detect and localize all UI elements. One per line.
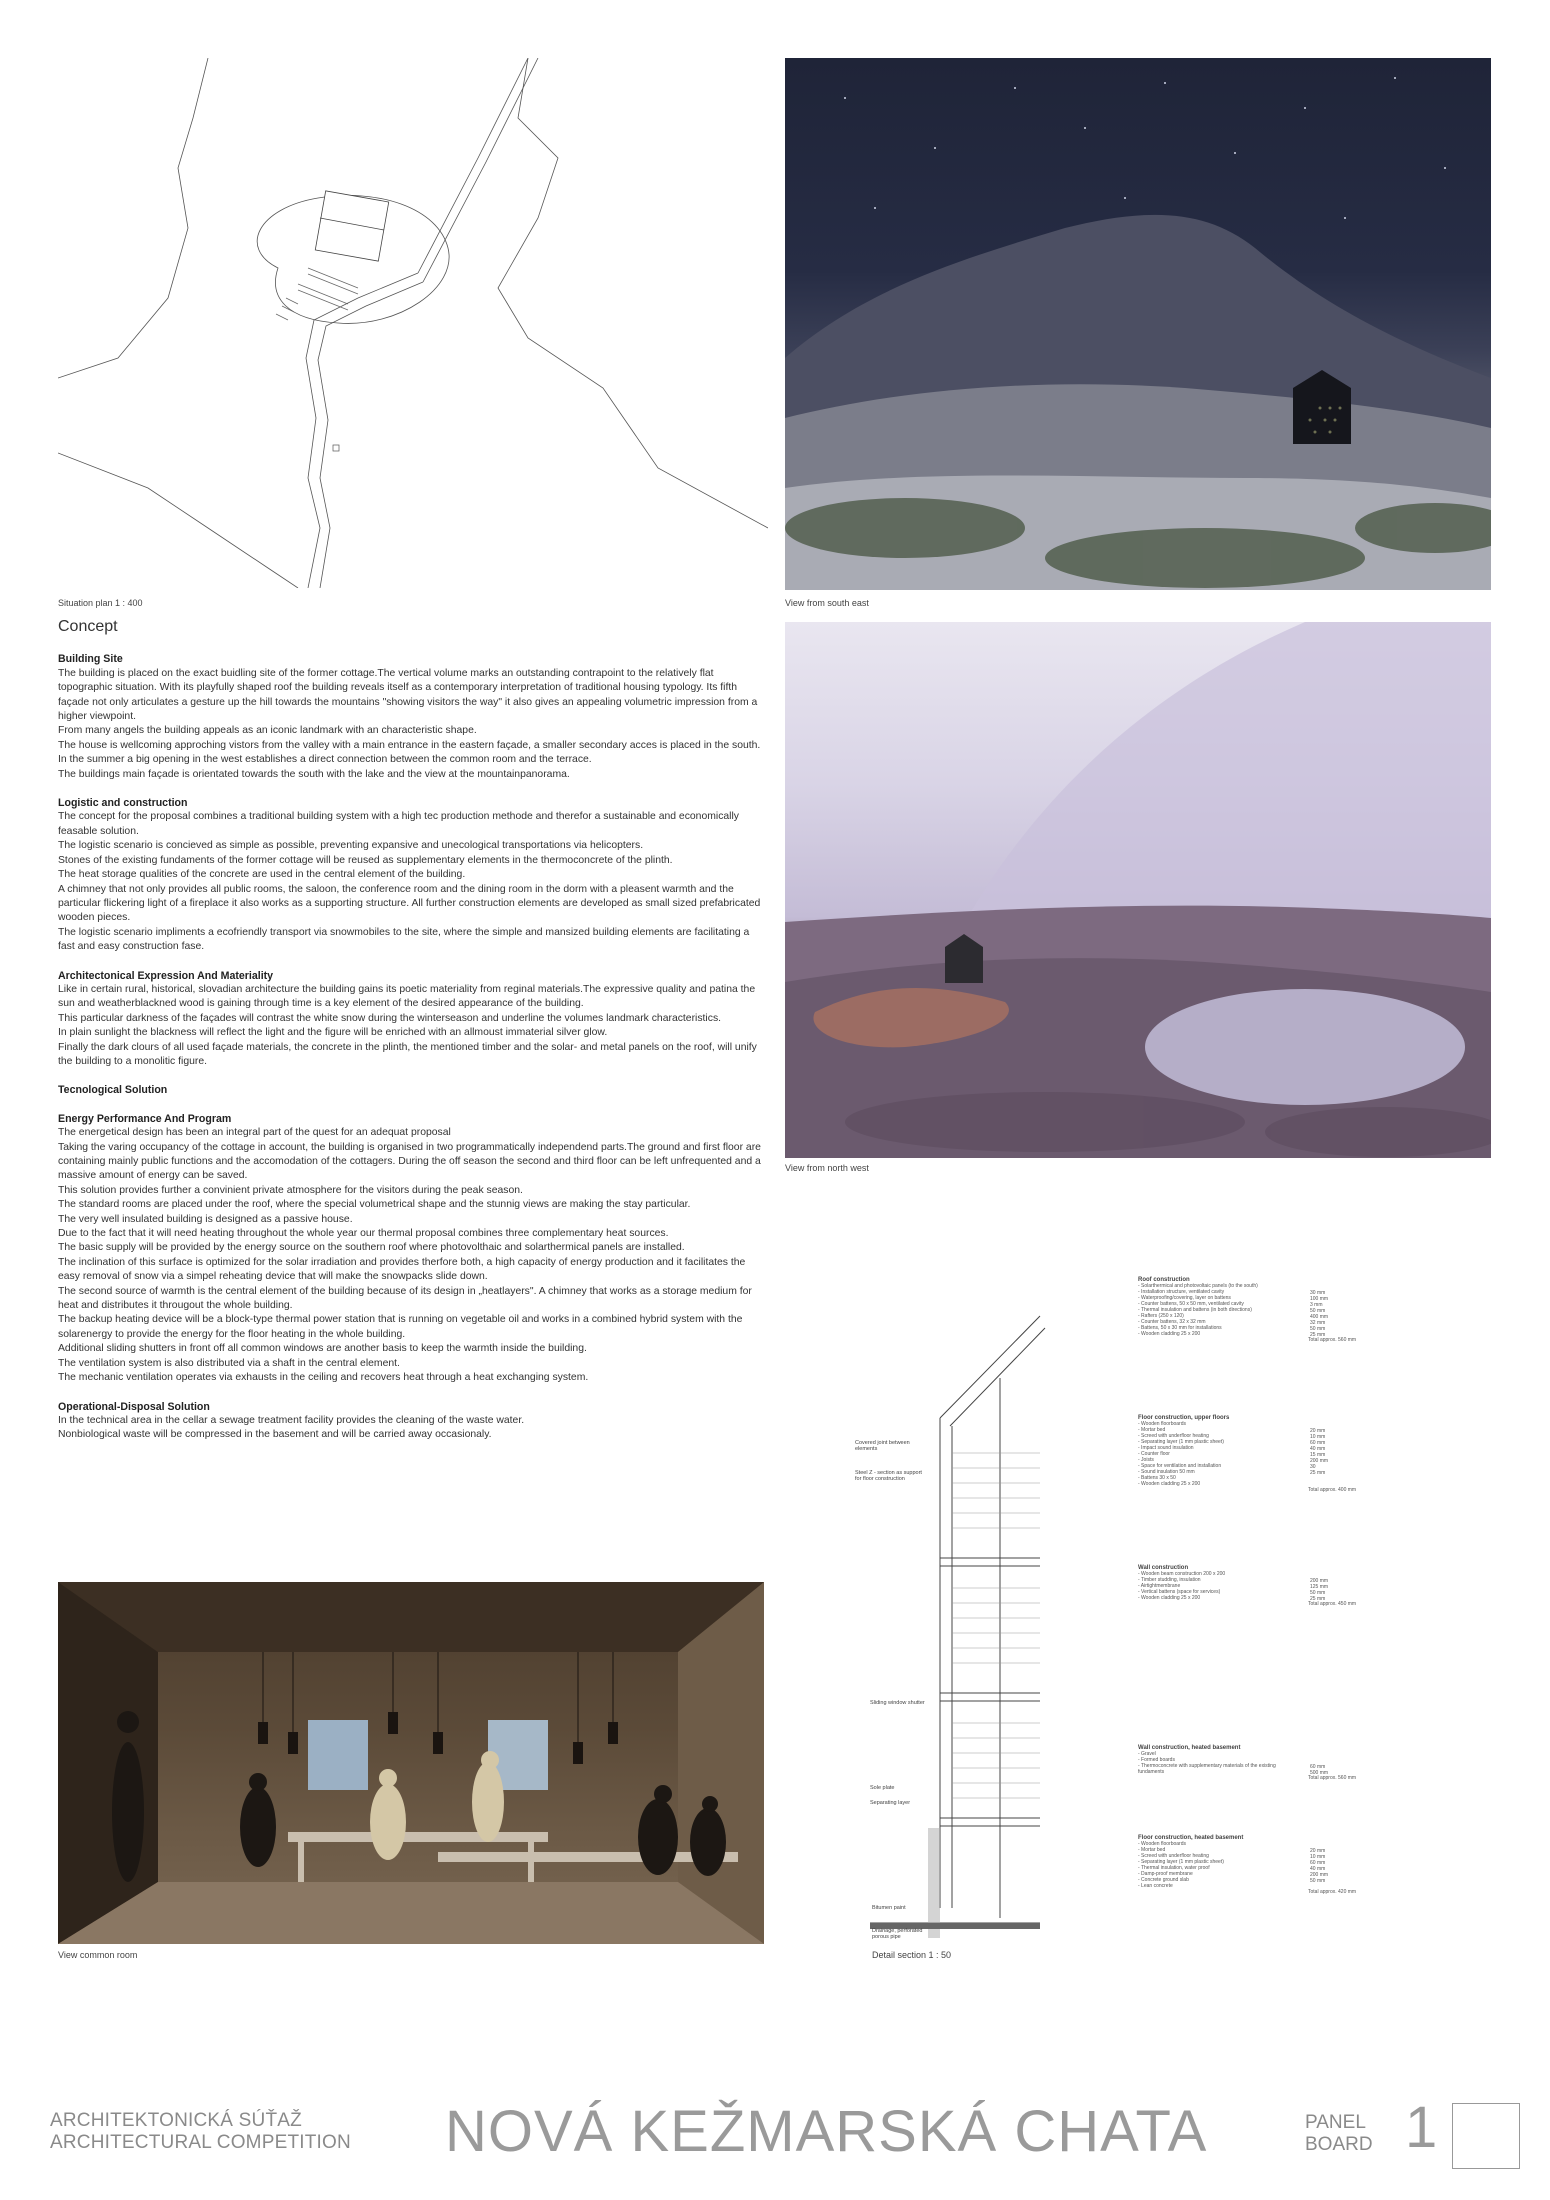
section-heading-logistic: Logistic and construction (58, 797, 188, 810)
spec-line: - Wooden cladding 25 x 200 (1138, 1595, 1201, 1601)
spec-line: - Screed with underfloor heating (1138, 1433, 1209, 1439)
section-heading-building-site: Building Site (58, 653, 123, 666)
annotation-sole-plate: Sole plate (870, 1785, 895, 1791)
spec-line: - Concrete ground slab (1138, 1877, 1189, 1883)
window-left (308, 1720, 368, 1790)
spec-value: 30 mm (1310, 1290, 1326, 1296)
footer-competition (50, 2110, 351, 2154)
annotation-bitumen-paint: Bitumen paint (872, 1905, 906, 1911)
spec-total: Total approx. 450 mm (1308, 1601, 1357, 1607)
spec-floor-basement-values (1310, 1848, 1370, 1884)
photo-view-common-room (58, 1582, 764, 1944)
paragraph: The concept for the proposal combines a traditional building system with a high tec production methode and therefor a sustainable and economically feasable solution. (58, 811, 739, 837)
photo-view-south-east (785, 58, 1491, 590)
annotation-steel-z: Steel Z - section as support for floor construction (855, 1470, 922, 1482)
spec-total: Total approx. 400 mm (1308, 1487, 1357, 1493)
spec-value: 20 mm (1310, 1848, 1326, 1854)
paragraph: The ventilation system is also distributed via a shaft in the central element. (58, 1357, 400, 1369)
paragraph: Nonbiological waste will be compressed in the basement and will be carried away occasionaly. (58, 1429, 492, 1441)
spec-value: 400 mm (1310, 1314, 1329, 1320)
spec-title: Roof construction (1138, 1277, 1190, 1283)
photo-north-west-caption: View from north west (785, 1163, 869, 1173)
cottage-silhouette-nw (945, 947, 983, 983)
spec-line: - Screed with underfloor heating (1138, 1853, 1209, 1859)
spec-line: - Airtightmembrane (1138, 1583, 1181, 1589)
spec-value: 10 mm (1310, 1854, 1326, 1860)
spec-line: - Sound insulation 50 mm (1138, 1469, 1195, 1475)
spec-total: Total approx. 560 mm (1308, 1775, 1357, 1781)
paragraph: Additional sliding shutters in front off all common windows are another basis to keep the warmth inside the building. (58, 1343, 587, 1355)
spec-total: Total approx. 560 mm (1308, 1337, 1357, 1343)
paragraph: Due to the fact that it will need heating throughout the whole year our thermal proposal combines three complementary heat sources. (58, 1228, 669, 1240)
site-plan-drawing (58, 58, 768, 588)
spec-line: - Mortar bed (1138, 1847, 1166, 1853)
spec-value: 200 mm (1310, 1458, 1329, 1464)
paragraph: From many angels the building appeals as an iconic landmark with an characteristic shape. (58, 725, 477, 737)
paragraph: The logistic scenario impliments a ecofriendly transport via snowmobiles to the site, where the simple and mansized building elements are facilitating a fast and easy construction fase. (58, 926, 750, 953)
spec-wall-basement-values (1310, 1764, 1370, 1776)
paragraph: The second source of warmth is the central element of the building because of its design in „heatlayers". A chimney that works as a storage medium for heat and distributes it througout the whole building. (58, 1285, 752, 1312)
spec-value: 30 (1310, 1464, 1316, 1470)
spec-value: 100 mm (1310, 1296, 1329, 1302)
paragraph: A chimney that not only provides all public rooms, the saloon, the conference room and the dining room in the dorm with a pleasent warmth and the particular flickering light of a fireplace it also works as a supporting structure. All further construction elements are developed as small sized prefabricated wooden pieces. (58, 883, 761, 924)
annotation-covered-joint: Covered joint between elements (855, 1440, 910, 1452)
spec-value: 10 mm (1310, 1434, 1326, 1440)
spec-line: - Separating layer (1 mm plastic sheet) (1138, 1859, 1224, 1865)
paragraph: In the technical area in the cellar a sewage treatment facility provides the cleaning of the waste water. (58, 1414, 525, 1426)
paragraph: This solution provides further a convinient private atmosphere for the visitors during the peak season. (58, 1184, 523, 1196)
spec-value: 20 mm (1310, 1428, 1326, 1434)
spec-line: - Formed boards (1138, 1757, 1175, 1763)
spec-line: - Joists (1138, 1457, 1154, 1463)
paragraph: The very well insulated building is designed as a passive house. (58, 1213, 353, 1225)
spec-value: 200 mm (1310, 1872, 1329, 1878)
spec-line: - Vertical battens (space for services) (1138, 1589, 1221, 1595)
board-label: BOARD (1305, 2134, 1373, 2155)
lake (1145, 989, 1465, 1105)
spec-value: 3 mm (1310, 1302, 1323, 1308)
spec-title: Wall construction, heated basement (1138, 1745, 1241, 1751)
spec-line: - Separating layer (1 mm plastic sheet) (1138, 1439, 1224, 1445)
paragraph: Finally the dark clours of all used façade materials, the concrete in the plinth, the mentioned timber and the solar- and metal panels on the roof, will unify the building to a monolitic figure. (58, 1041, 757, 1067)
lake-valley-scene (785, 622, 1491, 1158)
spec-roof-values (1310, 1290, 1370, 1338)
paragraph: Stones of the existing fundaments of the former cottage will be reused as supplementary elements in the thermoconcrete of the plinth. (58, 854, 673, 866)
spec-line: - Wooden floorboards (1138, 1421, 1186, 1427)
spec-value: 50 mm (1310, 1878, 1326, 1884)
paragraph: This particular darkness of the façades will contrast the white snow during the winterseason and underline the volumes landmark characteristics. (58, 1012, 722, 1024)
site-plan-caption: Situation plan 1 : 400 (58, 598, 143, 608)
annotation-separating-layer: Separating layer (870, 1800, 911, 1806)
spec-value: 50 mm (1310, 1326, 1326, 1332)
spec-line: - Thermal insulation, water proof (1138, 1865, 1210, 1871)
spec-line: - Thermoconcrete with supplementary materials of the existing fundaments (1138, 1763, 1276, 1775)
paragraph: The buildings main façade is orientated towards the south with the lake and the view at the mountainpanorama. (58, 768, 570, 780)
competition-sk: ARCHITEKTONICKÁ SÚŤAŽ (50, 2110, 302, 2131)
spec-line: - Impact sound insulation (1138, 1445, 1194, 1451)
paragraph: Taking the varing occupancy of the cottage in account, the building is organised in two programmatically independend parts.The ground and first floor are containing mainly public functions and the accomodation of the cottagers. During the off season the second and third floor can be left unfrequented and a massive amount of energy can be saved. (58, 1141, 761, 1182)
paragraph: The standard rooms are placed under the roof, where the special volumetrical shape and the stunnig views are making the stay particular. (58, 1199, 691, 1211)
paragraph: The basic supply will be provided by the energy source on the southern roof where photovolthaic and solarthermical panels are installed. (58, 1242, 685, 1254)
spec-line: - Wooden floorboards (1138, 1841, 1186, 1847)
spec-value: 500 mm (1310, 1770, 1329, 1776)
spec-value: 125 mm (1310, 1584, 1329, 1590)
spec-line: - Gravel (1138, 1751, 1156, 1757)
spec-line: - Solarthermical and photovoltaic panels (to the south) (1138, 1283, 1258, 1289)
spec-value: 25 mm (1310, 1596, 1326, 1602)
spec-line: - Rafters (250 x 120) (1138, 1313, 1184, 1319)
spec-value: 40 mm (1310, 1446, 1326, 1452)
spec-value: 15 mm (1310, 1452, 1326, 1458)
spec-floor-upper-values (1310, 1428, 1370, 1476)
spec-line: - Battens, 50 x 30 mm for installations (1138, 1325, 1222, 1331)
spec-title: Floor construction, upper floors (1138, 1415, 1230, 1421)
spec-line: - Space for ventilation and installation (1138, 1463, 1222, 1469)
spec-total: Total approx. 420 mm (1308, 1889, 1357, 1895)
section-heading-energy: Energy Performance And Program (58, 1112, 232, 1125)
spec-line: - Battens 30 x 50 (1138, 1475, 1176, 1481)
paragraph: The logistic scenario is concieved as simple as possible, preventing expansive and unecological transportations via helicopters. (58, 840, 644, 852)
paragraph: The house is wellcoming approching vistors from the valley with a main entrance in the eastern façade, a smaller secondary acces is placed in the south. In the summer a big opening in the west establishes a direct connection between the common room and the terrace. (58, 739, 761, 766)
footer-title: NOVÁ KEŽMARSKÁ CHATA (445, 2099, 1208, 2164)
spec-value: 60 mm (1310, 1860, 1326, 1866)
photo-south-east-caption: View from south east (785, 598, 869, 608)
section-heading-technological: Tecnological Solution (58, 1084, 168, 1097)
spec-line: - Thermal insulation and battens (in both directions) (1138, 1307, 1252, 1313)
spec-line: - Counter battens, 50 x 50 mm, ventilated cavity (1138, 1301, 1244, 1307)
paragraph: The building is placed on the exact buidling site of the former cottage.The vertical volume marks an outstanding contrapoint to the relatively flat topographic situation. With its playfully shaped roof the building reveals itself as a contemporary interpretation of traditional housing typology. Its fifth façade not only articulates a gesture up the hill towards the mountains "showing visitors the way" it also gives an appealing volumetric impression from a higher viewpoint. (58, 667, 758, 723)
spec-line: - Wooden cladding 25 x 200 (1138, 1481, 1201, 1487)
section-heading-disposal: Operational-Disposal Solution (58, 1400, 210, 1413)
spec-value: 50 mm (1310, 1590, 1326, 1596)
spec-value: 60 mm (1310, 1764, 1326, 1770)
photo-view-north-west (785, 622, 1491, 1158)
paragraph: Like in certain rural, historical, slovadian architecture the building gains its poetic materiality from reginal materials.The expressive quality and patina the sun and weatherblackned wood is gaining through time is a key element of the desired appearance of the building. (58, 983, 756, 1010)
spec-line: - Lean concrete (1138, 1883, 1173, 1889)
section-heading-materiality: Architectonical Expression And Materiality (58, 969, 274, 982)
paragraph: In plain sunlight the blackness will reflect the light and the figure will be enriched with an allmoust immaterial silver glow. (58, 1027, 608, 1039)
spec-title: Floor construction, heated basement (1138, 1835, 1244, 1841)
paragraph: The mechanic ventilation operates via exhausts in the ceiling and recovers heat through a heat exchanging system. (58, 1372, 589, 1384)
spec-title: Wall construction (1138, 1565, 1189, 1571)
spec-line: - Mortar bed (1138, 1427, 1166, 1433)
spec-wall-values (1310, 1578, 1370, 1602)
paragraph: The backup heating device will be a block-type thermal power station that is running on vegetable oil and works in a combined hybrid system with the solarenergy to provide the energy for the floor heating in the whole building. (58, 1314, 743, 1340)
spec-line: - Damp-proof membrane (1138, 1871, 1193, 1877)
spec-line: - Wooden beam construction 200 x 200 (1138, 1571, 1226, 1577)
photo-common-room-caption: View common room (58, 1950, 138, 1960)
panel-box (1452, 2103, 1520, 2169)
spec-line: - Wooden cladding 25 x 200 (1138, 1331, 1201, 1337)
site-plan (58, 58, 768, 588)
footer-panel-board (1305, 2112, 1373, 2156)
spec-line: - Waterproofing/covering, layer on battens (1138, 1295, 1231, 1301)
spec-value: 40 mm (1310, 1866, 1326, 1872)
annotation-sliding-shutter: Sliding window shutter (870, 1700, 925, 1706)
spec-value: 25 mm (1310, 1470, 1326, 1476)
spec-value: 60 mm (1310, 1440, 1326, 1446)
cottage-silhouette (1293, 388, 1351, 444)
paragraph: The energetical design has been an integral part of the quest for an adequat proposal (58, 1127, 451, 1139)
panel-number: 1 (1405, 2095, 1438, 2160)
spec-line: - Timber studding, insulation (1138, 1577, 1201, 1583)
annotation-drainage: Drainage, perforated porous pipe (872, 1928, 923, 1940)
detail-section-caption: Detail section 1 : 50 (872, 1950, 952, 1960)
panel-label: PANEL (1305, 2112, 1366, 2133)
paragraph: The heat storage qualities of the concrete are used in the central element of the building. (58, 869, 466, 881)
paragraph: The inclination of this surface is optimized for the solar irradiation and provides therfore both, a high capacity of energy production and it facilitates the easy removal of snow via a simpel reheating device that will make the snowpacks slide down. (58, 1256, 746, 1283)
spec-value: 32 mm (1310, 1320, 1326, 1326)
concept-title: Concept (58, 618, 118, 635)
competition-en: ARCHITECTURAL COMPETITION (50, 2132, 351, 2153)
spec-line: - Counter battens, 32 x 32 mm (1138, 1319, 1206, 1325)
concept-text (58, 620, 764, 1443)
spec-value: 50 mm (1310, 1308, 1326, 1314)
spec-value: 25 mm (1310, 1332, 1326, 1338)
spec-value: 200 mm (1310, 1578, 1329, 1584)
common-room-scene (58, 1582, 764, 1944)
spec-line: - Installation structure, ventilated cavity (1138, 1289, 1225, 1295)
spec-line: - Counter floor (1138, 1451, 1170, 1457)
night-mountain-scene (785, 58, 1491, 590)
